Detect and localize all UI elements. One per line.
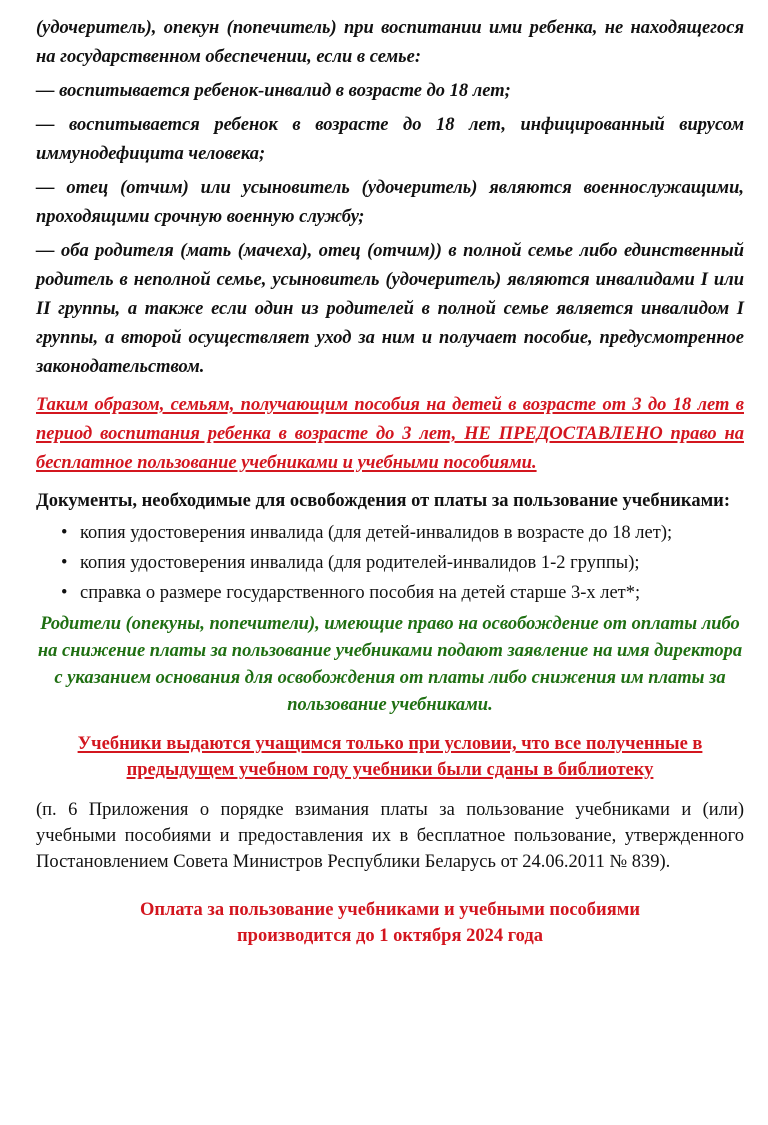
list-item — [61, 520, 744, 546]
list-item — [61, 550, 744, 576]
list-item-text: справка о размере государственного пособия на детей старше 3-х лет*; — [80, 583, 641, 603]
payment-deadline — [36, 897, 744, 949]
condition-disabled-parents: — оба родителя (мать (мачеха), отец (отчим)) в полной семье либо единственный родитель в неполной семье, усыновитель (удочеритель) являются инвалидами I или II группы, а также если один из родителей в полной семье является инвалидом I группы, а второй осуществляет уход за ним и получает пособие, предусмотренное законодательством. — [36, 241, 744, 377]
list-item-text: копия удостоверения инвалида (для детей-инвалидов в возрасте до 18 лет); — [80, 523, 673, 543]
payment-deadline-line1: Оплата за пользование учебниками и учебными пособиями — [140, 900, 640, 920]
documents-list — [36, 520, 744, 606]
condition-hiv-child: — воспитывается ребенок в возрасте до 18 лет, инфицированный вирусом иммунодефицита человека; — [36, 115, 744, 164]
bullet-icon: • — [61, 553, 68, 573]
parents-note: Родители (опекуны, попечители), имеющие право на освобождение от оплаты либо на снижение платы за пользование учебниками подают заявление на имя директора с указанием основания для освобождения от платы либо снижения им платы за пользование учебниками. — [37, 614, 743, 715]
bullet-icon: • — [61, 523, 68, 543]
condition-disabled-child: — воспитывается ребенок-инвалид в возрасте до 18 лет; — [36, 81, 511, 101]
legal-reference: (п. 6 Приложения о порядке взимания платы за пользование учебниками и (или) учебными пособиями и предоставления их в бесплатное пользование, утвержденного Постановлением Совета Министров Республики Беларусь от 24.06.2011 № 839). — [36, 800, 744, 872]
documents-heading: Документы, необходимые для освобождения от платы за пользование учебниками: — [36, 491, 730, 511]
payment-deadline-line2: производится до 1 октября 2024 года — [237, 926, 543, 946]
bullet-icon: • — [61, 583, 68, 603]
condition-military-parent: — отец (отчим) или усыновитель (удочеритель) являются военнослужащими, проходящими срочную военную службу; — [36, 178, 744, 227]
textbooks-return-notice: Учебники выдаются учащимся только при условии, что все полученные в предыдущем учебном году учебники были сданы в библиотеку — [77, 734, 703, 780]
list-item — [61, 580, 744, 606]
notice-not-provided: Таким образом, семьям, получающим пособия на детей в возрасте от 3 до 18 лет в период воспитания ребенка в возрасте до 3 лет, НЕ ПРЕДОСТАВЛЕНО право на бесплатное пользование учебниками и учебными пособиями. — [36, 395, 744, 473]
list-item-text: копия удостоверения инвалида (для родителей-инвалидов 1-2 группы); — [80, 553, 640, 573]
intro-paragraph: (удочеритель), опекун (попечитель) при воспитании ими ребенка, не находящегося на государственном обеспечении, если в семье: — [36, 18, 744, 67]
